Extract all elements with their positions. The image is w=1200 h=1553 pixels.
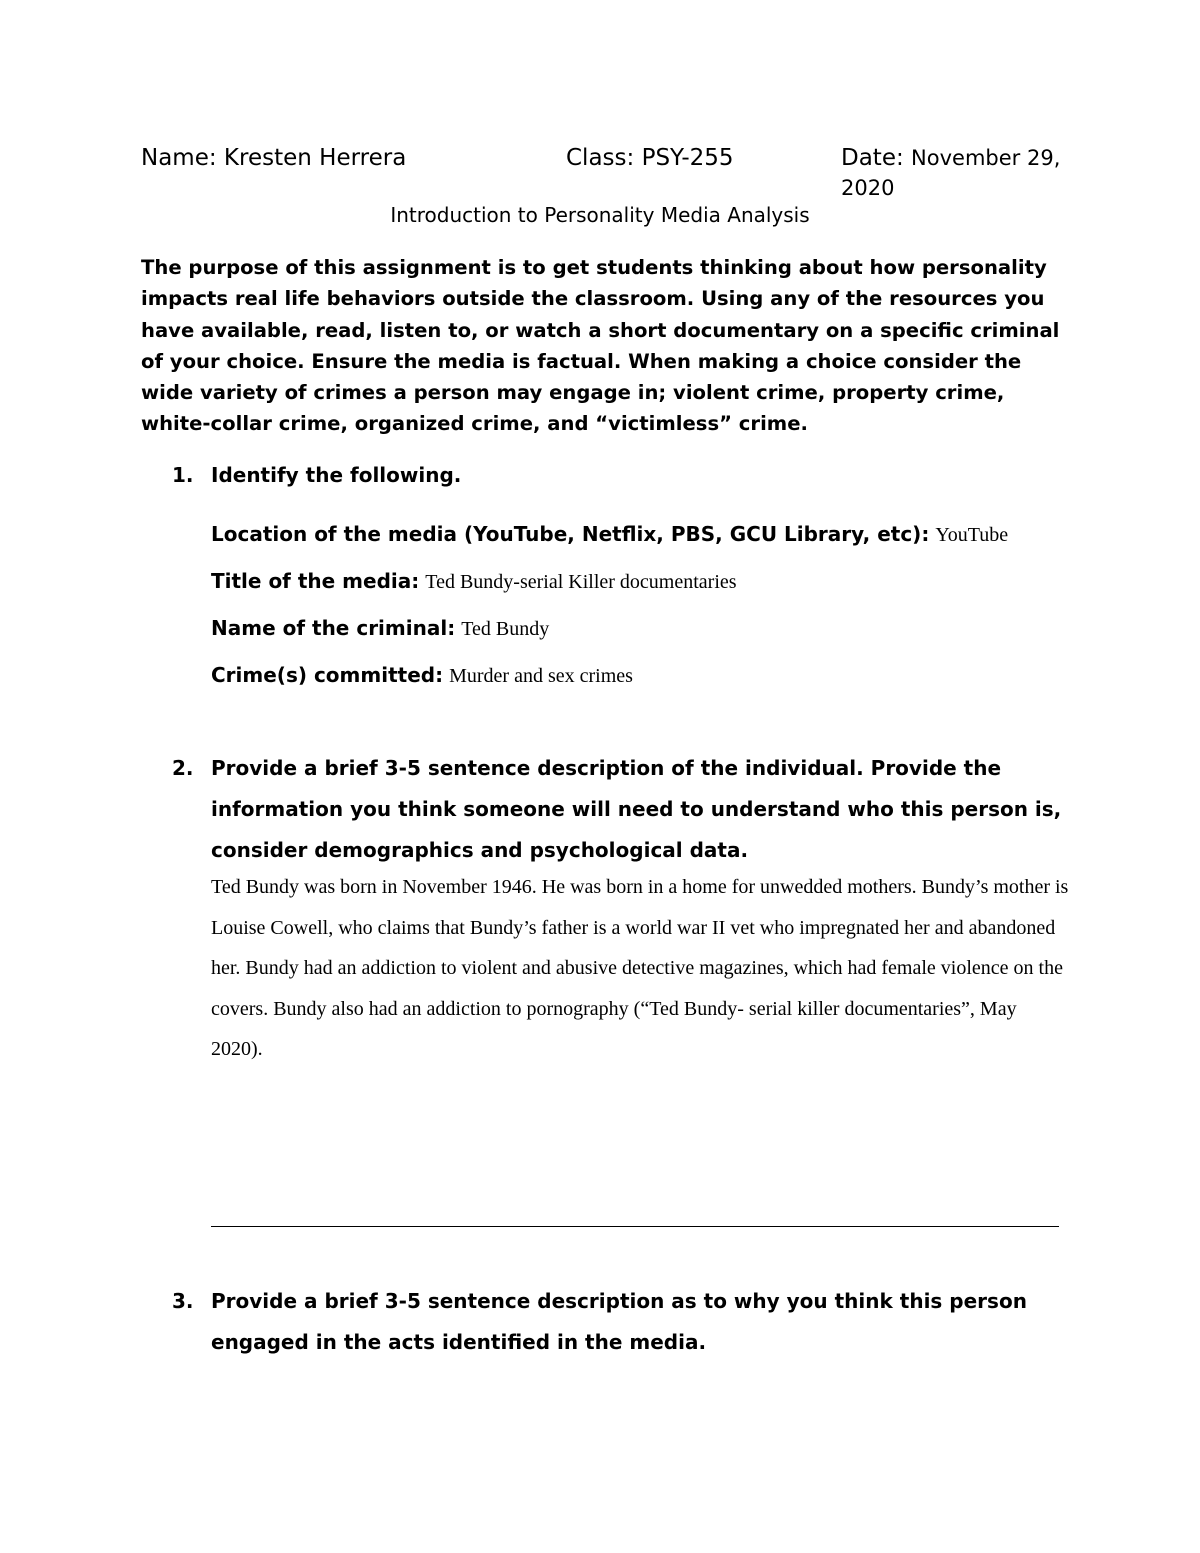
name-field	[141, 143, 406, 173]
document-title: Introduction to Personality Media Analysis	[390, 203, 810, 227]
crimes-committed-row	[211, 661, 633, 690]
question-2-text: Provide a brief 3-5 sentence description of the individual. Provide the information you think someone will need to understand who this person is, consider demographics and psychological data.	[211, 756, 1062, 862]
media-title-row	[211, 567, 737, 596]
media-location-label: Location of the media (YouTube, Netflix, PBS, GCU Library, etc):	[211, 522, 930, 546]
question-1-number: 1.	[172, 463, 194, 487]
criminal-name-row	[211, 614, 549, 643]
class-label: Class:	[566, 145, 635, 171]
media-location-value: YouTube	[935, 524, 1009, 546]
date-field	[841, 143, 1061, 203]
question-3-text: Provide a brief 3-5 sentence description as to why you think this person engaged in the acts identified in the media.	[211, 1289, 1027, 1354]
class-field	[566, 143, 734, 173]
criminal-name-value: Ted Bundy	[461, 618, 550, 640]
question-3-number: 3.	[172, 1289, 194, 1313]
question-1-text: Identify the following.	[211, 463, 462, 487]
media-title-label: Title of the media:	[211, 569, 420, 593]
media-title-value: Ted Bundy-serial Killer documentaries	[425, 571, 737, 593]
intro-paragraph: The purpose of this assignment is to get students thinking about how personality impacts real life behaviors outside the classroom. Using any of the resources you have available, read, listen to, or watch a short documentary on a specific criminal of your choice. Ensure the media is factual. When making a choice consider the wide variety of crimes a person may engage in; violent crime, property crime, white-collar crime, organized crime, and “victimless” crime.	[141, 256, 1060, 436]
name-label: Name:	[141, 145, 217, 171]
question-2-number: 2.	[172, 756, 194, 780]
class-value: PSY-255	[641, 145, 734, 171]
criminal-name-label: Name of the criminal:	[211, 616, 456, 640]
horizontal-divider	[211, 1226, 1059, 1227]
media-location-row	[211, 520, 1008, 549]
crimes-committed-value: Murder and sex crimes	[449, 665, 633, 687]
name-value: Kresten Herrera	[223, 145, 407, 171]
date-value: November 29, 2020	[841, 146, 1061, 200]
date-label: Date:	[841, 145, 904, 171]
question-2-answer: Ted Bundy was born in November 1946. He was born in a home for unwedded mothers. Bundy’s mother is Louise Cowell, who claims that Bundy’s father is a world war II vet who impregnated her and abandoned her. Bundy had an addiction to violent and abusive detective magazines, which had female violence on the covers. Bundy also had an addiction to pornography (“Ted Bundy- serial killer documentaries”, May 2020).	[211, 876, 1069, 1061]
crimes-committed-label: Crime(s) committed:	[211, 663, 444, 687]
